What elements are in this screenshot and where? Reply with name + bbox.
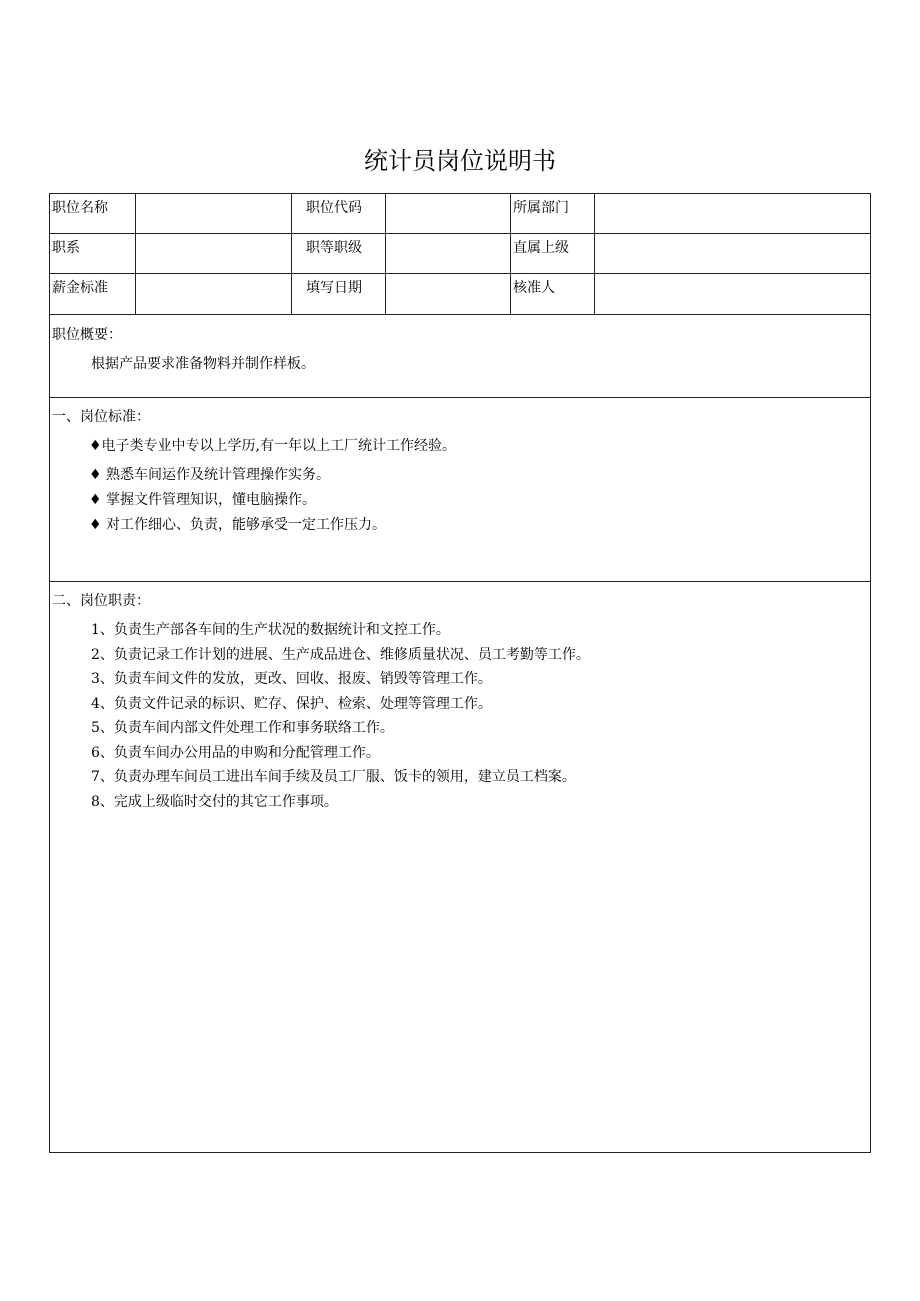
value-salary-standard (135, 274, 291, 314)
value-position-code (385, 194, 510, 233)
label-job-family: 职系 (52, 240, 80, 256)
value-direct-supervisor (594, 234, 870, 273)
table-row (50, 194, 870, 234)
list-item: ♦ 熟悉车间运作及统计管理操作实务。 (89, 467, 330, 483)
value-grade-level (385, 234, 510, 273)
value-position-name (135, 194, 291, 233)
overview-heading: 职位概要： (52, 327, 122, 343)
overview-section (50, 315, 870, 398)
value-approver (594, 274, 870, 314)
label-fill-date: 填写日期 (291, 274, 385, 314)
label-position-code: 职位代码 (291, 194, 385, 233)
list-item: 5、负责车间内部文件处理工作和事务联络工作。 (91, 720, 394, 736)
list-item: 1、负责生产部各车间的生产状况的数据统计和文控工作。 (91, 622, 450, 638)
table-row (50, 274, 870, 315)
job-description-table (49, 193, 871, 1153)
list-item: 7、负责办理车间员工进出车间手续及员工厂服、饭卡的领用，建立员工档案。 (91, 769, 576, 785)
list-item: ♦ 掌握文件管理知识，懂电脑操作。 (89, 492, 317, 508)
label-position-name: 职位名称 (52, 200, 108, 216)
document-title: 统计员岗位说明书 (364, 147, 556, 175)
label-direct-supervisor: 直属上级 (510, 234, 594, 273)
duties-heading: 二、岗位职责： (52, 593, 150, 609)
value-fill-date (385, 274, 510, 314)
list-item: 8、完成上级临时交付的其它工作事项。 (91, 794, 338, 810)
label-grade-level: 职等职级 (291, 234, 385, 273)
label-approver: 核准人 (510, 274, 594, 314)
overview-text: 根据产品要求准备物料并制作样板。 (91, 356, 315, 372)
label-department: 所属部门 (510, 194, 594, 233)
list-item: ♦ 对工作细心、负责，能够承受一定工作压力。 (89, 517, 386, 533)
value-job-family (135, 234, 291, 273)
list-item: 4、负责文件记录的标识、贮存、保护、检索、处理等管理工作。 (91, 696, 492, 712)
label-salary-standard: 薪金标准 (52, 280, 108, 296)
list-item: ♦电子类专业中专以上学历,有一年以上工厂统计工作经验。 (89, 438, 456, 454)
table-row (50, 234, 870, 274)
standards-section (50, 398, 870, 582)
list-item: 3、负责车间文件的发放，更改、回收、报废、销毁等管理工作。 (91, 671, 492, 687)
standards-heading: 一、岗位标准： (52, 409, 150, 425)
list-item: 6、负责车间办公用品的申购和分配管理工作。 (91, 745, 380, 761)
list-item: 2、负责记录工作计划的进展、生产成品进仓、维修质量状况、员工考勤等工作。 (91, 647, 590, 663)
duties-section (50, 582, 870, 1152)
value-department (594, 194, 870, 233)
